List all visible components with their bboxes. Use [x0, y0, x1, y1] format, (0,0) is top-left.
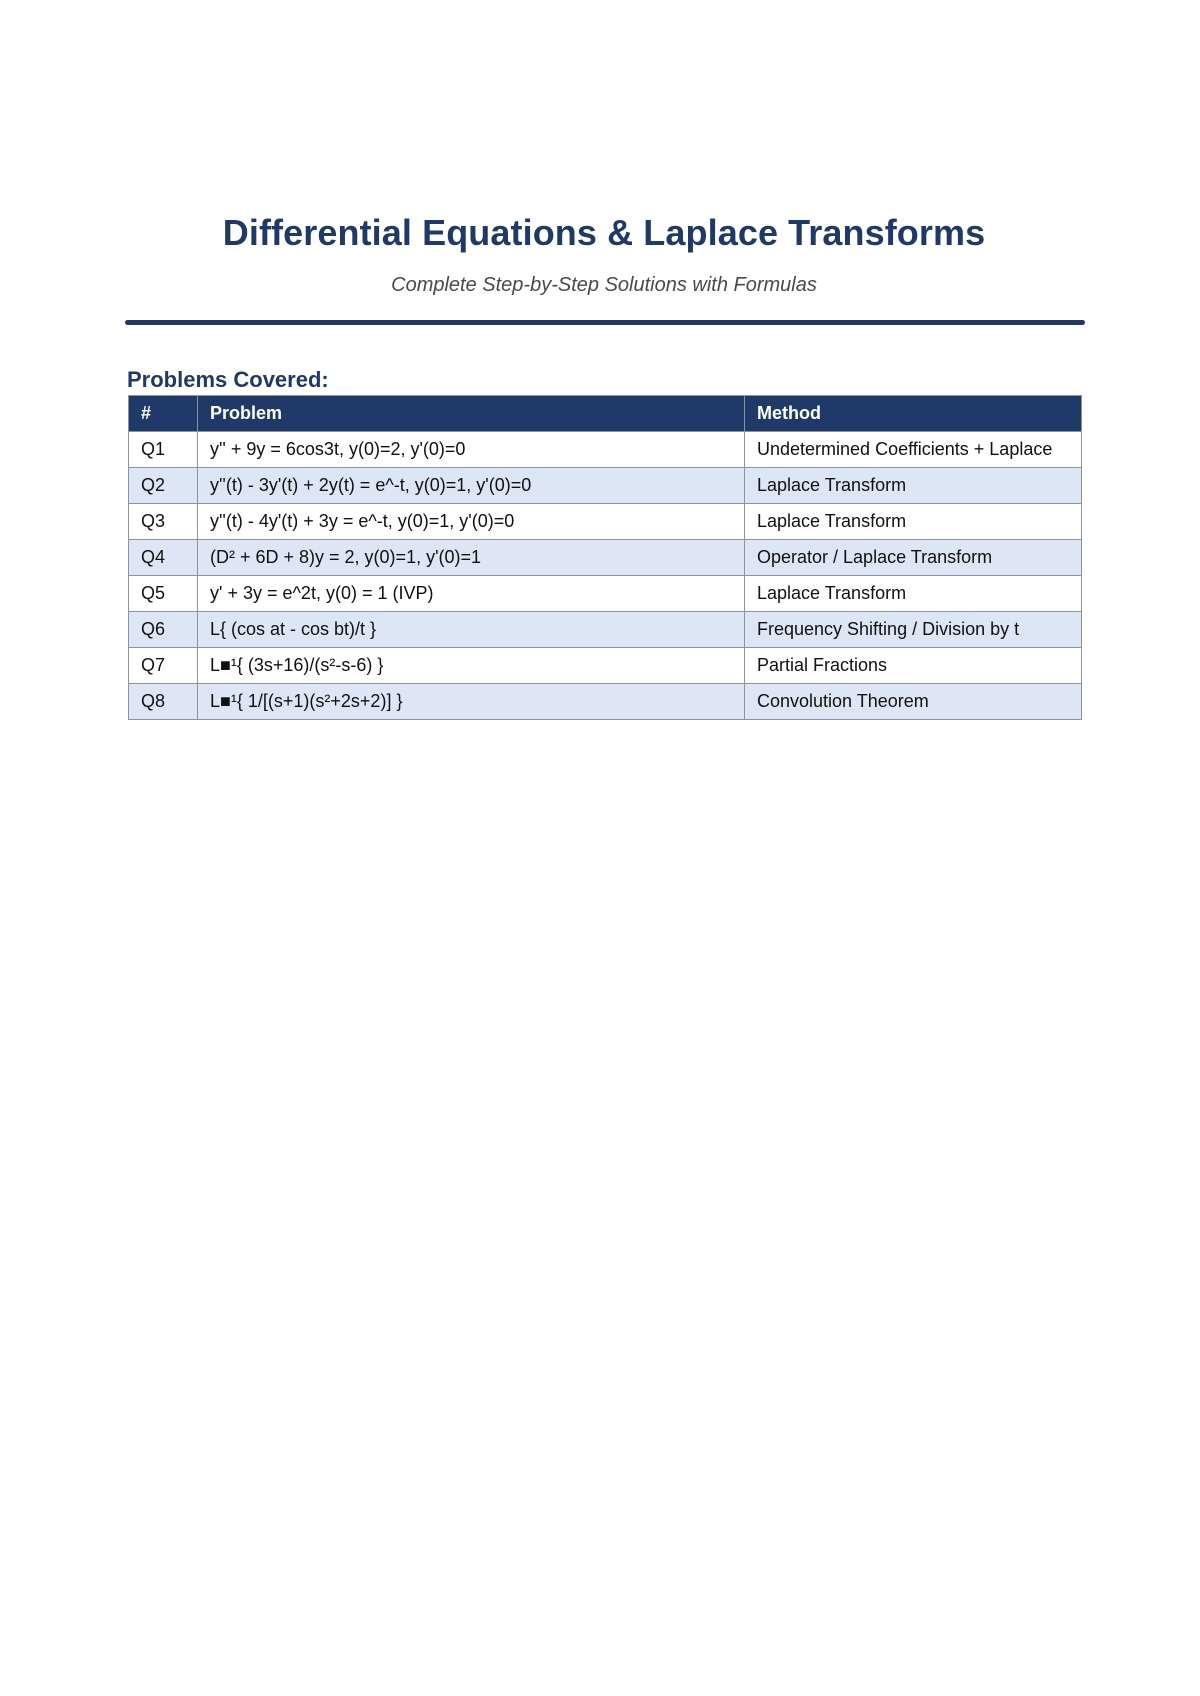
row-number: Q4	[129, 540, 198, 576]
row-number: Q3	[129, 504, 198, 540]
table-header-row	[129, 396, 1082, 432]
row-method: Convolution Theorem	[745, 684, 1082, 720]
row-problem: (D² + 6D + 8)y = 2, y(0)=1, y'(0)=1	[198, 540, 745, 576]
row-number: Q5	[129, 576, 198, 612]
row-problem: y'' + 9y = 6cos3t, y(0)=2, y'(0)=0	[198, 432, 745, 468]
row-method: Operator / Laplace Transform	[745, 540, 1082, 576]
row-method: Partial Fractions	[745, 648, 1082, 684]
row-number: Q2	[129, 468, 198, 504]
table-row	[129, 432, 1082, 468]
row-number: Q1	[129, 432, 198, 468]
page-subtitle: Complete Step-by-Step Solutions with Formulas	[391, 274, 817, 296]
section-heading: Problems Covered:	[127, 367, 329, 392]
title-divider	[125, 320, 1085, 325]
row-problem: y' + 3y = e^2t, y(0) = 1 (IVP)	[198, 576, 745, 612]
row-method: Undetermined Coefficients + Laplace	[745, 432, 1082, 468]
problems-table	[128, 395, 1082, 720]
table-row	[129, 684, 1082, 720]
header-problem: Problem	[198, 396, 745, 432]
row-number: Q6	[129, 612, 198, 648]
table-row	[129, 468, 1082, 504]
row-method: Laplace Transform	[745, 504, 1082, 540]
row-method: Laplace Transform	[745, 468, 1082, 504]
table-row	[129, 576, 1082, 612]
header-number: #	[129, 396, 198, 432]
table-row	[129, 540, 1082, 576]
row-problem: L{ (cos at - cos bt)/t }	[198, 612, 745, 648]
row-number: Q7	[129, 648, 198, 684]
row-method: Laplace Transform	[745, 576, 1082, 612]
row-problem: L■¹{ 1/[(s+1)(s²+2s+2)] }	[198, 684, 745, 720]
row-problem: y''(t) - 4y'(t) + 3y = e^-t, y(0)=1, y'(0)=0	[198, 504, 745, 540]
row-problem: y''(t) - 3y'(t) + 2y(t) = e^-t, y(0)=1, y'(0)=0	[198, 468, 745, 504]
table-row	[129, 612, 1082, 648]
page-title: Differential Equations & Laplace Transforms	[222, 212, 986, 253]
row-problem: L■¹{ (3s+16)/(s²-s-6) }	[198, 648, 745, 684]
table-row	[129, 648, 1082, 684]
table-row	[129, 504, 1082, 540]
row-number: Q8	[129, 684, 198, 720]
header-method: Method	[745, 396, 1082, 432]
row-method: Frequency Shifting / Division by t	[745, 612, 1082, 648]
